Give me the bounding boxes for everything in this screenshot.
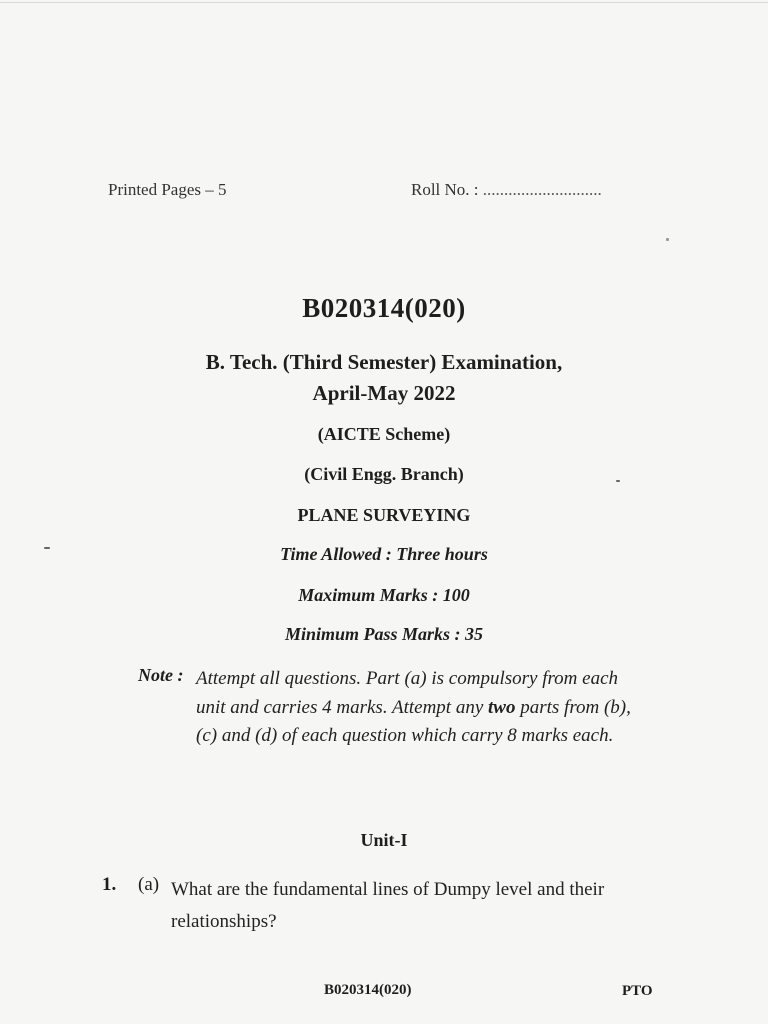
maximum-marks: Maximum Marks : 100: [298, 585, 470, 605]
top-border-line: [0, 2, 768, 3]
exam-title-line2: April-May 2022: [312, 381, 456, 405]
note-text-part2: parts from (b), (c) and (d) of each question which carry 8 marks each.: [196, 696, 631, 746]
roll-number-blank: ............................: [482, 180, 602, 199]
roll-number-label: Roll No. :: [411, 180, 479, 199]
question-part-label: (a): [138, 874, 160, 895]
branch: (Civil Engg. Branch): [304, 464, 464, 484]
question-text: What are the fundamental lines of Dumpy level and their relationships?: [171, 879, 605, 932]
minimum-pass-marks: Minimum Pass Marks : 35: [284, 624, 484, 644]
printed-pages: Printed Pages – 5: [108, 180, 227, 199]
roll-number-field: [411, 180, 602, 200]
note-text-part1: Attempt all questions. Part (a) is compulsory from each unit and carries 4 marks. Attempt any: [196, 668, 618, 718]
question-number: 1.: [102, 874, 117, 895]
paper-code: B020314(020): [302, 293, 466, 323]
footer-pto: PTO: [622, 983, 653, 999]
unit-heading: Unit-I: [360, 830, 408, 850]
subject-title: PLANE SURVEYING: [297, 505, 471, 525]
scan-speck: [616, 480, 620, 482]
note-emphasis: two: [488, 696, 516, 718]
scan-speck: [666, 238, 669, 241]
time-allowed: Time Allowed : Three hours: [280, 544, 488, 564]
exam-title-line1: B. Tech. (Third Semester) Examination,: [205, 350, 563, 374]
footer-paper-code: B020314(020): [324, 982, 412, 998]
note-label: Note :: [138, 665, 184, 685]
note-text: [196, 665, 636, 751]
scan-speck: [44, 547, 50, 549]
scheme: (AICTE Scheme): [317, 424, 451, 444]
